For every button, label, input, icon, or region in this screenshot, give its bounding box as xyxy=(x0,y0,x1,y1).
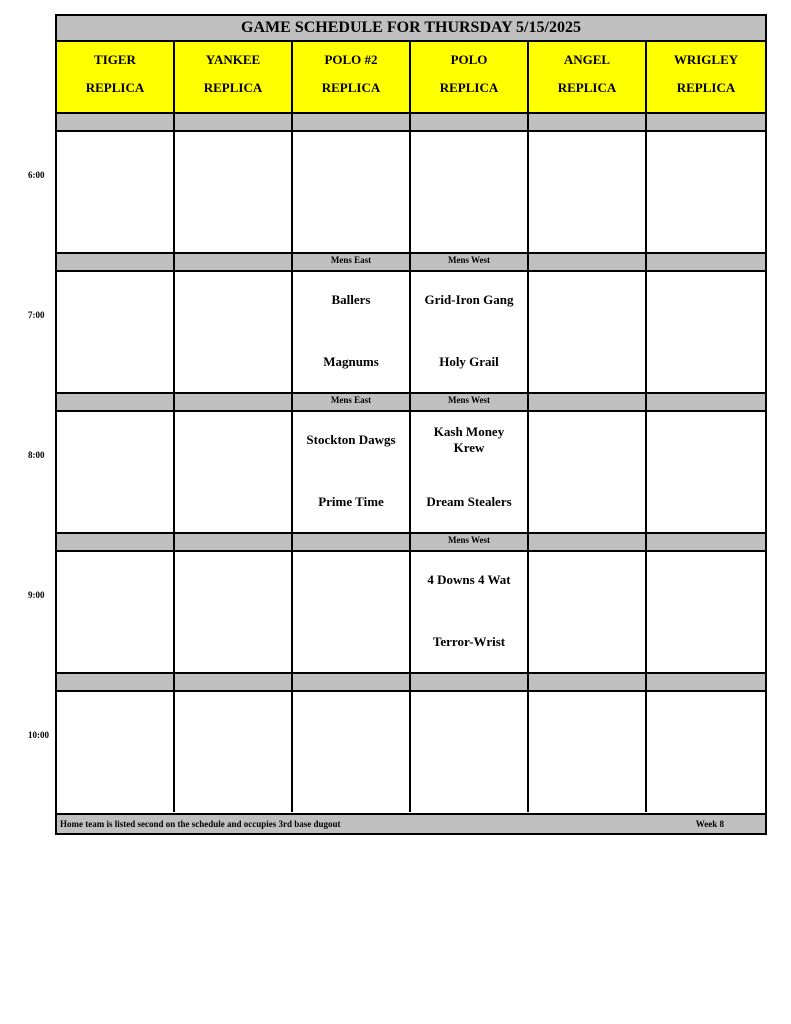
division-band xyxy=(175,532,293,552)
field-header xyxy=(57,42,175,112)
game-cell xyxy=(647,410,765,532)
game-cell xyxy=(411,270,529,392)
division-band xyxy=(529,392,647,412)
field-name: POLO #2 xyxy=(324,52,378,67)
home-team: Magnums xyxy=(323,354,379,369)
field-subtitle: REPLICA xyxy=(439,80,499,95)
division-band xyxy=(293,112,411,132)
field-subtitle: REPLICA xyxy=(203,80,263,95)
game-cell xyxy=(293,690,411,812)
game-cell xyxy=(411,550,529,672)
time-label: 7:00 xyxy=(28,310,45,320)
division-band xyxy=(647,532,765,552)
field-subtitle: REPLICA xyxy=(321,80,381,95)
division-band xyxy=(57,672,175,692)
division-band: Mens West xyxy=(411,392,529,412)
field-name: POLO xyxy=(450,52,488,67)
away-team: Grid-Iron Gang xyxy=(424,292,514,307)
field-header xyxy=(293,42,411,112)
division-band: Mens East xyxy=(293,392,411,412)
game-cell xyxy=(529,130,647,252)
division-band xyxy=(647,252,765,272)
game-cell xyxy=(529,270,647,392)
division-band xyxy=(647,112,765,132)
footer-bar xyxy=(57,813,765,833)
field-header xyxy=(411,42,529,112)
game-cell xyxy=(175,690,293,812)
game-cell xyxy=(175,550,293,672)
game-cell xyxy=(293,410,411,532)
division-band xyxy=(57,112,175,132)
field-subtitle: REPLICA xyxy=(85,80,145,95)
home-team: Terror-Wrist xyxy=(432,634,506,649)
division-band xyxy=(647,392,765,412)
field-header xyxy=(647,42,765,112)
division-band xyxy=(411,112,529,132)
game-cell xyxy=(529,550,647,672)
game-cell xyxy=(57,690,175,812)
game-cell xyxy=(293,550,411,672)
division-band xyxy=(175,672,293,692)
game-cell xyxy=(175,130,293,252)
away-team: Stockton Dawgs xyxy=(306,432,396,447)
field-header xyxy=(175,42,293,112)
schedule-title: GAME SCHEDULE FOR THURSDAY 5/15/2025 xyxy=(57,16,765,42)
time-label: 6:00 xyxy=(28,170,45,180)
field-subtitle: REPLICA xyxy=(557,80,617,95)
game-cell xyxy=(57,270,175,392)
game-cell xyxy=(293,130,411,252)
field-name: WRIGLEY xyxy=(673,52,739,67)
time-label: 8:00 xyxy=(28,450,45,460)
division-band xyxy=(175,392,293,412)
game-cell xyxy=(175,410,293,532)
division-band xyxy=(57,392,175,412)
division-band xyxy=(529,672,647,692)
field-name: ANGEL xyxy=(563,52,611,67)
game-cell xyxy=(647,550,765,672)
game-cell xyxy=(411,690,529,812)
division-band xyxy=(647,672,765,692)
schedule-sheet xyxy=(55,14,767,835)
division-band xyxy=(529,112,647,132)
time-label: 10:00 xyxy=(28,730,49,740)
field-subtitle: REPLICA xyxy=(676,80,736,95)
division-band xyxy=(411,672,529,692)
field-name: TIGER xyxy=(94,52,136,67)
game-cell xyxy=(57,550,175,672)
game-cell xyxy=(529,410,647,532)
week-label: Week 8 xyxy=(695,819,724,829)
division-band xyxy=(293,672,411,692)
game-cell xyxy=(293,270,411,392)
game-cell xyxy=(647,690,765,812)
division-band xyxy=(57,532,175,552)
game-cell xyxy=(57,130,175,252)
home-team: Holy Grail xyxy=(439,354,499,369)
division-band: Mens West xyxy=(411,532,529,552)
game-cell xyxy=(57,410,175,532)
division-band: Mens East xyxy=(293,252,411,272)
division-band xyxy=(175,112,293,132)
game-cell xyxy=(529,690,647,812)
game-cell xyxy=(647,270,765,392)
away-team: 4 Downs 4 Wat xyxy=(427,572,511,587)
away-team: Ballers xyxy=(331,292,371,307)
game-cell xyxy=(175,270,293,392)
home-team: Dream Stealers xyxy=(426,494,512,509)
time-label: 9:00 xyxy=(28,590,45,600)
home-team: Prime Time xyxy=(318,494,384,509)
field-header xyxy=(529,42,647,112)
division-band: Mens West xyxy=(411,252,529,272)
division-band xyxy=(175,252,293,272)
division-band xyxy=(293,532,411,552)
game-cell xyxy=(411,130,529,252)
game-cell xyxy=(647,130,765,252)
footer-note: Home team is listed second on the schedule and occupies 3rd base dugout xyxy=(60,819,341,829)
field-name: YANKEE xyxy=(205,52,261,67)
division-band xyxy=(529,532,647,552)
division-band xyxy=(529,252,647,272)
division-band xyxy=(57,252,175,272)
game-cell xyxy=(411,410,529,532)
away-team: Kash Money Krew xyxy=(433,424,505,455)
